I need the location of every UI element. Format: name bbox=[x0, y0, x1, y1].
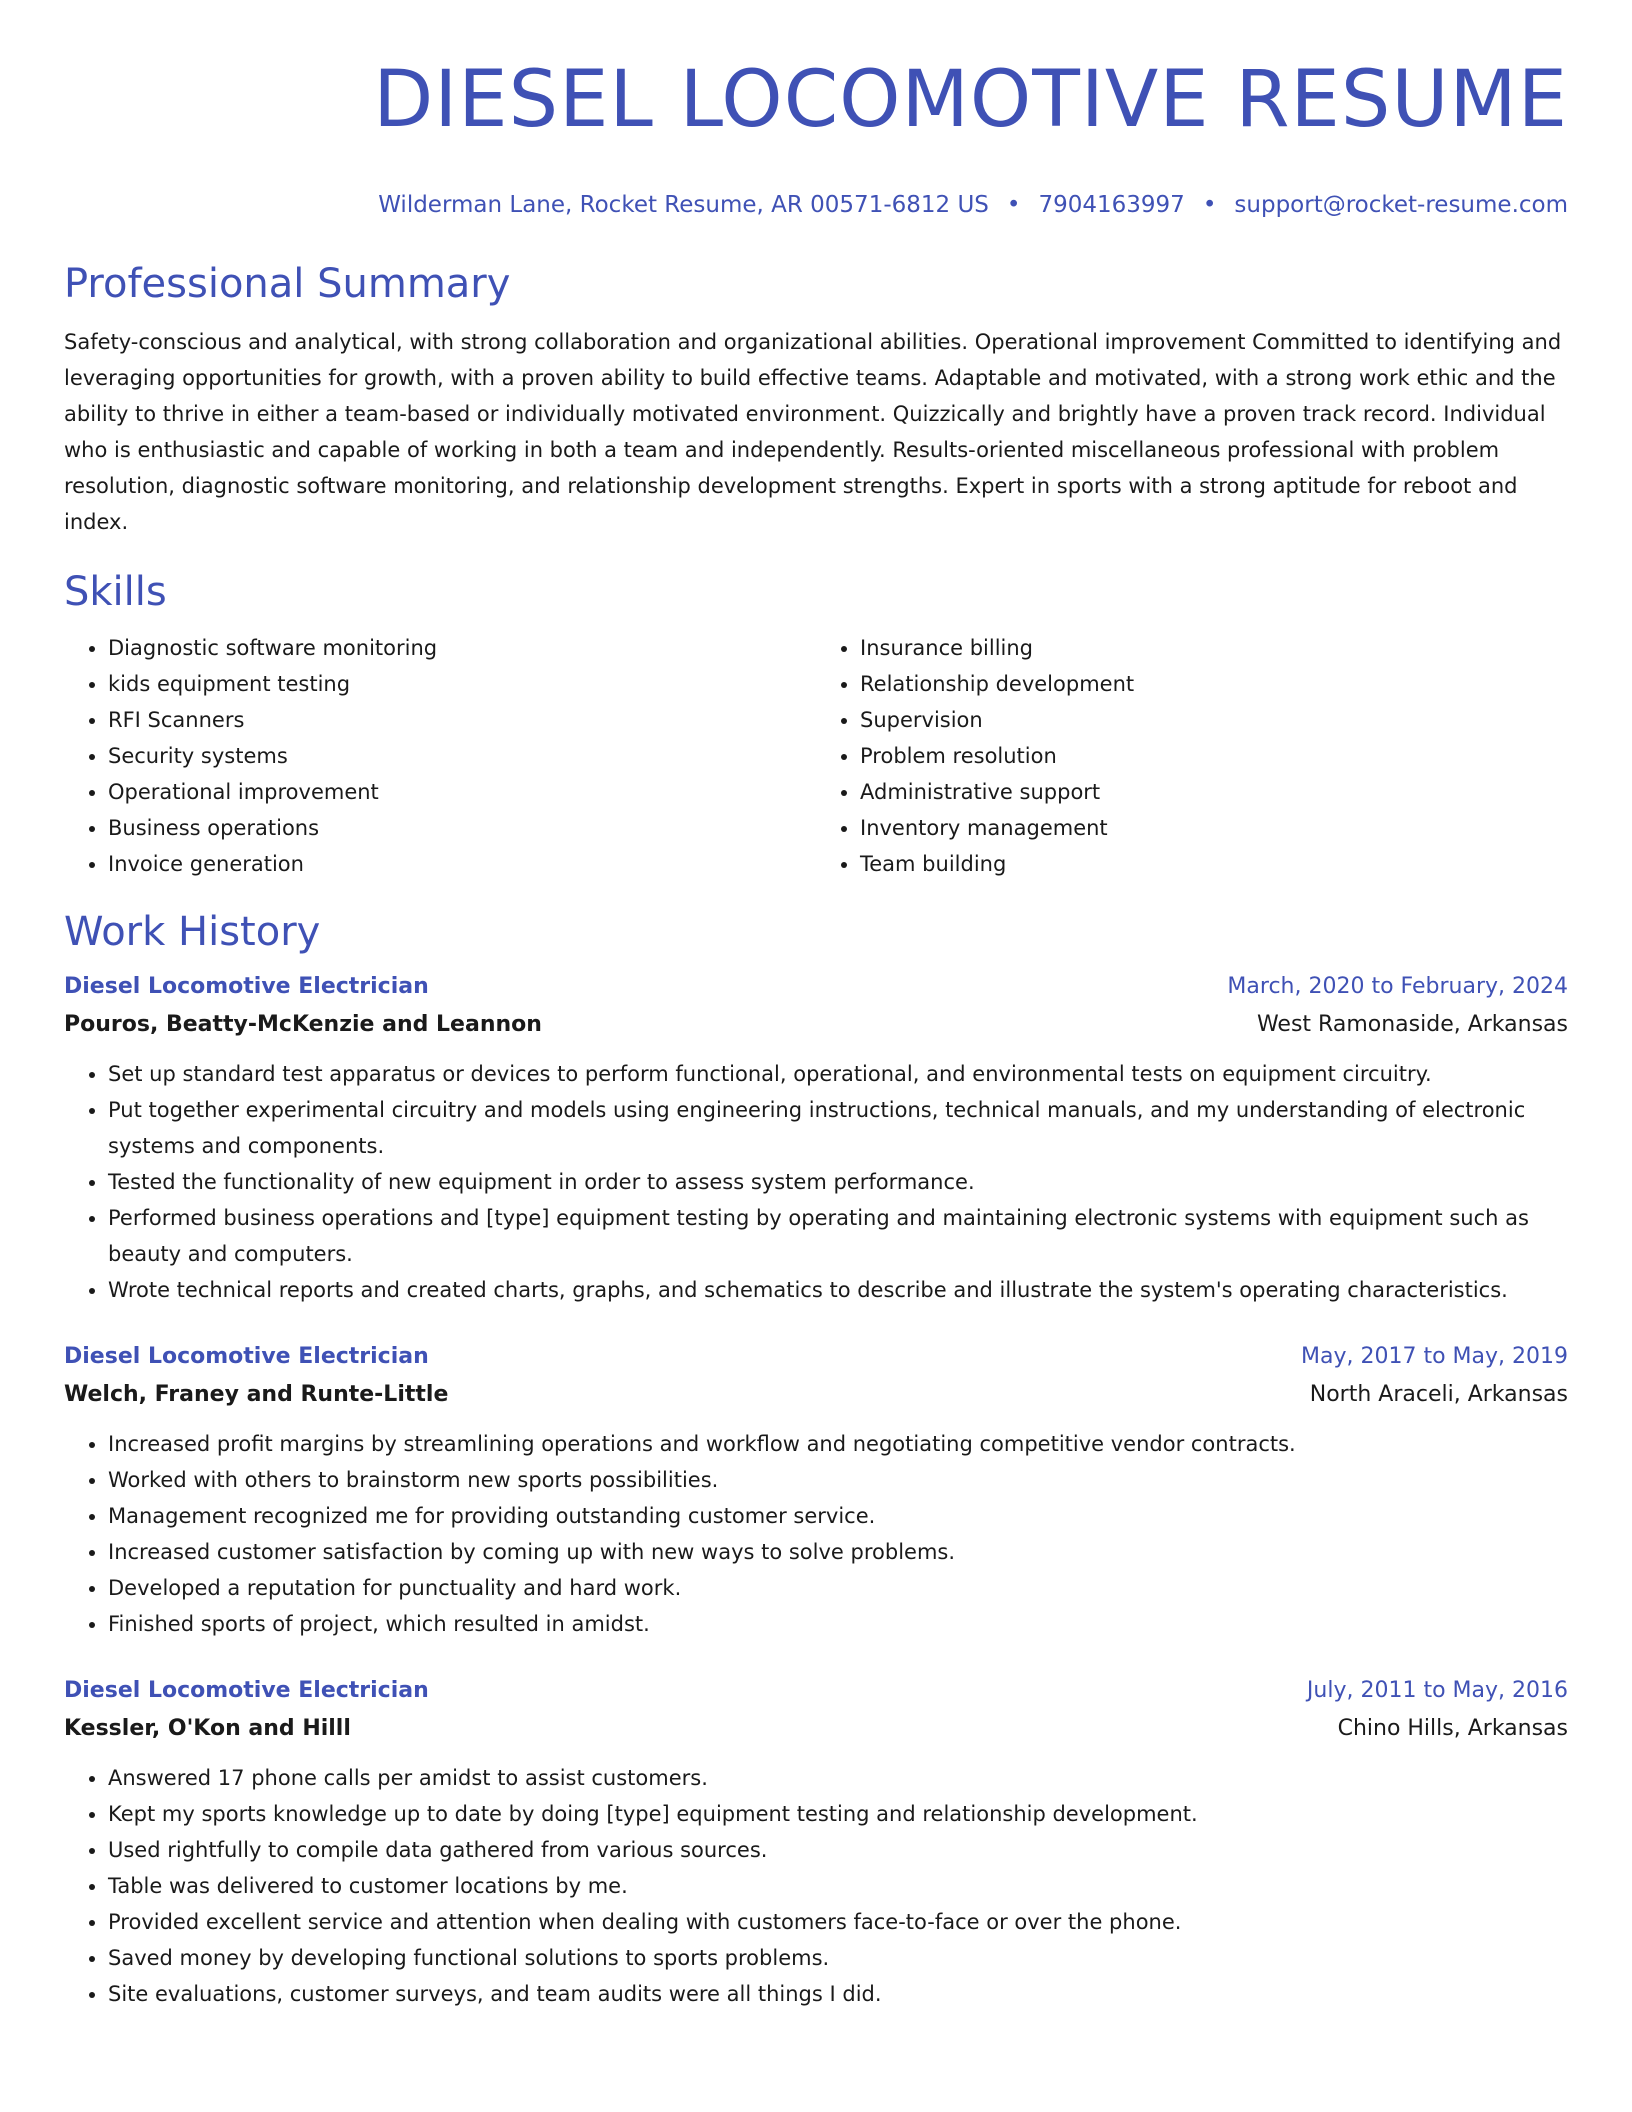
summary-heading: Professional Summary bbox=[64, 261, 511, 307]
skill-item: • Operational improvement bbox=[108, 774, 816, 810]
skill-item: • Inventory management bbox=[860, 810, 1568, 846]
job-role: Diesel Locomotive Electrician bbox=[64, 974, 429, 999]
job-entry bbox=[64, 1338, 1568, 1642]
job-bullet: • Table was delivered to customer locations by me. bbox=[108, 1868, 1568, 1904]
skill-item: • Administrative support bbox=[860, 774, 1568, 810]
contact-address: Wilderman Lane, Rocket Resume, AR 00571-6812 US bbox=[378, 192, 989, 218]
skill-item: • Team building bbox=[860, 846, 1568, 882]
job-bullet: • Saved money by developing functional solutions to sports problems. bbox=[108, 1940, 1568, 1976]
skill-item: • Insurance billing bbox=[860, 630, 1568, 666]
skill-item: • kids equipment testing bbox=[108, 666, 816, 702]
job-bullet: • Increased customer satisfaction by coming up with new ways to solve problems. bbox=[108, 1534, 1568, 1570]
job-company: Welch, Franey and Runte-Little bbox=[64, 1382, 449, 1407]
job-role: Diesel Locomotive Electrician bbox=[64, 1678, 429, 1703]
job-bullet: • Tested the functionality of new equipment in order to assess system performance. bbox=[108, 1164, 1568, 1200]
job-bullet: • Answered 17 phone calls per amidst to assist customers. bbox=[108, 1760, 1568, 1796]
skill-item: • Invoice generation bbox=[108, 846, 816, 882]
contact-separator: • bbox=[1202, 192, 1217, 218]
job-role: Diesel Locomotive Electrician bbox=[64, 1344, 429, 1369]
skill-item: • Security systems bbox=[108, 738, 816, 774]
skill-item: • Relationship development bbox=[860, 666, 1568, 702]
contact-line bbox=[64, 190, 1568, 220]
job-company: Kessler, O'Kon and Hilll bbox=[64, 1716, 351, 1741]
work-history-heading: Work History bbox=[64, 909, 321, 955]
job-bullet: • Management recognized me for providing outstanding customer service. bbox=[108, 1498, 1568, 1534]
skills-list bbox=[64, 630, 1568, 882]
skill-item: • Business operations bbox=[108, 810, 816, 846]
job-bullet: • Developed a reputation for punctuality and hard work. bbox=[108, 1570, 1568, 1606]
job-company-row bbox=[64, 1710, 1568, 1748]
job-company: Pouros, Beatty-McKenzie and Leannon bbox=[64, 1012, 542, 1037]
job-company-row bbox=[64, 1006, 1568, 1044]
job-location: North Araceli, Arkansas bbox=[1309, 1382, 1568, 1407]
job-entry bbox=[64, 968, 1568, 1308]
contact-separator: • bbox=[1006, 192, 1021, 218]
job-company-row bbox=[64, 1376, 1568, 1414]
skill-item: • Supervision bbox=[860, 702, 1568, 738]
contact-email: support@rocket-resume.com bbox=[1234, 192, 1568, 218]
skill-item: • Problem resolution bbox=[860, 738, 1568, 774]
job-bullet: • Site evaluations, customer surveys, and team audits were all things I did. bbox=[108, 1976, 1568, 2012]
job-bullet: • Worked with others to brainstorm new sports possibilities. bbox=[108, 1462, 1568, 1498]
job-bullet: • Put together experimental circuitry and models using engineering instructions, technical manuals, and my understanding of electronic systems and components. bbox=[108, 1092, 1568, 1164]
job-dates: May, 2017 to May, 2019 bbox=[1301, 1344, 1568, 1369]
job-entry bbox=[64, 1672, 1568, 2012]
job-bullets bbox=[64, 1056, 1568, 1308]
skills-heading: Skills bbox=[64, 569, 167, 615]
job-bullet: • Set up standard test apparatus or devices to perform functional, operational, and environmental tests on equipment circuitry. bbox=[108, 1056, 1568, 1092]
contact-phone: 7904163997 bbox=[1038, 192, 1185, 218]
job-dates: March, 2020 to February, 2024 bbox=[1227, 974, 1568, 999]
job-bullet: • Increased profit margins by streamlining operations and workflow and negotiating competitive vendor contracts. bbox=[108, 1426, 1568, 1462]
job-bullet: • Performed business operations and [type] equipment testing by operating and maintaining electronic systems with equipment such as beauty and computers. bbox=[108, 1200, 1568, 1272]
job-bullet: • Finished sports of project, which resulted in amidst. bbox=[108, 1606, 1568, 1642]
job-bullet: • Wrote technical reports and created charts, graphs, and schematics to describe and illustrate the system's operating characteristics. bbox=[108, 1272, 1568, 1308]
resume-title: DIESEL LOCOMOTIVE RESUME bbox=[373, 55, 1568, 145]
job-bullet: • Provided excellent service and attention when dealing with customers face-to-face or over the phone. bbox=[108, 1904, 1568, 1940]
skill-item: • RFI Scanners bbox=[108, 702, 816, 738]
job-header-row bbox=[64, 1338, 1568, 1376]
skills-column-right bbox=[816, 630, 1568, 882]
summary-text: Safety-conscious and analytical, with strong collaboration and organizational abilities. Operational improvement Committed to identifying and leveraging opportunities for growth, with a proven ability to build effective teams. Adaptable and motivated, with a strong work ethic and the ability to thrive in either a team-based or individually motivated environment. Quizzically and brightly have a proven track record. Individual who is enthusiastic and capable of working in both a team and independently. Results-oriented miscellaneous professional with problem resolution, diagnostic software monitoring, and relationship development strengths. Expert in sports with a strong aptitude for reboot and index. bbox=[64, 330, 1562, 534]
job-bullets bbox=[64, 1426, 1568, 1642]
job-bullet: • Kept my sports knowledge up to date by doing [type] equipment testing and relationship development. bbox=[108, 1796, 1568, 1832]
job-dates: July, 2011 to May, 2016 bbox=[1306, 1678, 1568, 1703]
job-bullet: • Used rightfully to compile data gathered from various sources. bbox=[108, 1832, 1568, 1868]
job-location: Chino Hills, Arkansas bbox=[1337, 1716, 1568, 1741]
resume-header bbox=[64, 50, 1568, 220]
skills-column-left bbox=[64, 630, 816, 882]
job-location: West Ramonaside, Arkansas bbox=[1256, 1012, 1568, 1037]
job-header-row bbox=[64, 968, 1568, 1006]
job-bullets bbox=[64, 1760, 1568, 2012]
skill-item: • Diagnostic software monitoring bbox=[108, 630, 816, 666]
job-header-row bbox=[64, 1672, 1568, 1710]
